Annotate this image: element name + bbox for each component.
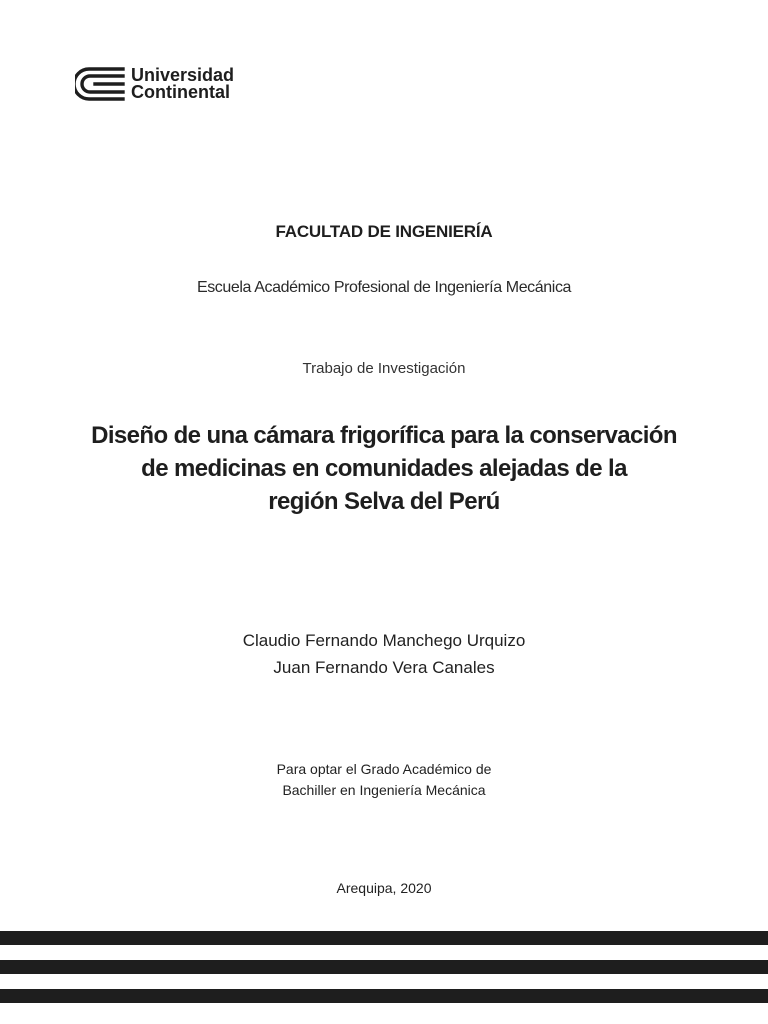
decorative-stripe: [0, 960, 768, 974]
school-name: Escuela Académico Profesional de Ingeniería Mecánica: [196, 279, 572, 296]
degree-statement: [0, 759, 768, 801]
university-name: [131, 67, 234, 101]
place-date: Arequipa, 2020: [336, 880, 432, 896]
decorative-stripe: [0, 989, 768, 1003]
degree-line: Para optar el Grado Académico de: [276, 761, 492, 777]
degree-line: Bachiller en Ingeniería Mecánica: [282, 782, 486, 798]
faculty-heading: FACULTAD DE INGENIERÍA: [275, 222, 493, 241]
author-name: Juan Fernando Vera Canales: [273, 658, 495, 677]
decorative-stripe: [0, 931, 768, 945]
title-line: región Selva del Perú: [268, 488, 500, 515]
university-name-line1: Universidad: [131, 65, 235, 85]
title-line: de medicinas en comunidades alejadas de la: [141, 455, 627, 482]
university-logo: [75, 66, 234, 102]
authors-block: [0, 627, 768, 681]
university-name-line2: Continental: [131, 82, 230, 102]
author-name: Claudio Fernando Manchego Urquizo: [242, 631, 526, 650]
title-line: Diseño de una cámara frigorífica para la conservación: [91, 422, 677, 449]
thesis-title: [0, 419, 768, 518]
document-type: Trabajo de Investigación: [302, 360, 466, 377]
university-emblem-icon: [75, 66, 125, 102]
